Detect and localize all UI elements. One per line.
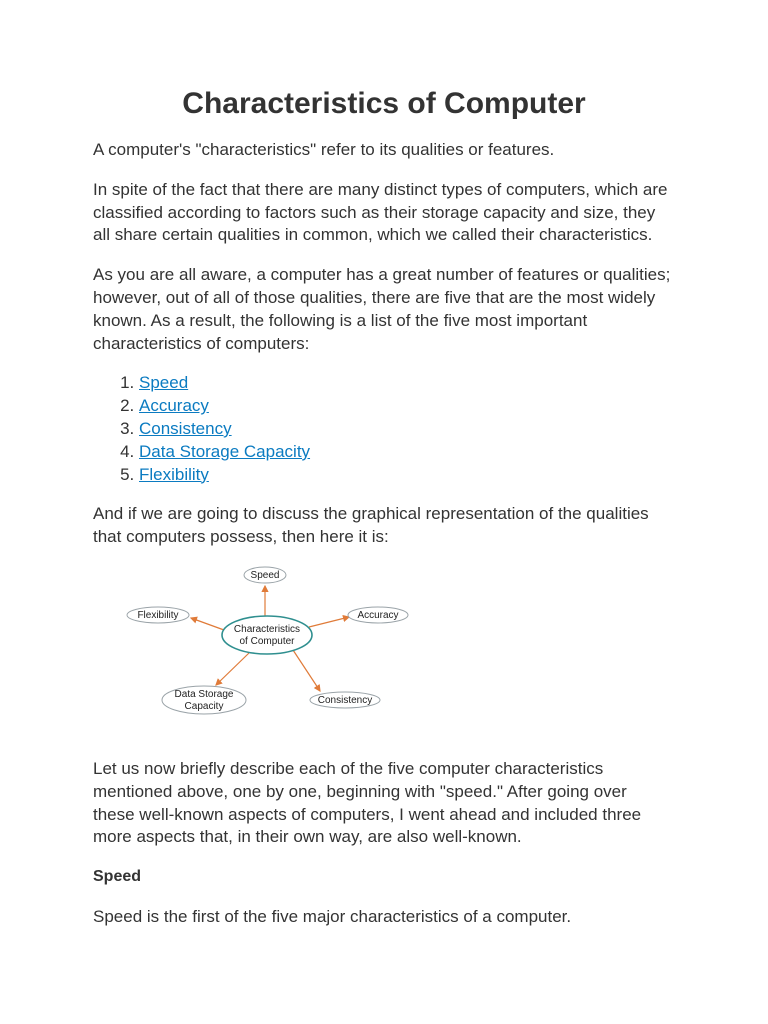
node-accuracy: [348, 607, 408, 623]
link-accuracy[interactable]: Accuracy: [139, 396, 209, 416]
center-label-line1: Characteristics: [233, 623, 301, 635]
node-storage: [162, 686, 246, 714]
center-node: [222, 616, 312, 654]
link-consistency[interactable]: Consistency: [139, 418, 232, 438]
intro-paragraph: A computer's "characteristics" refer to its qualities or features.: [93, 140, 555, 159]
list-item: [139, 464, 671, 487]
document-body: [93, 139, 671, 946]
node-speed-label: Speed: [250, 569, 280, 581]
link-speed[interactable]: Speed: [139, 373, 189, 393]
list-item: [139, 418, 671, 441]
characteristics-list: [93, 372, 671, 486]
node-consistency-label: Consistency: [317, 694, 373, 706]
node-consistency: [310, 692, 380, 708]
diagram-intro-paragraph: And if we are going to discuss the graphical representation of the qualities that computers possess, then here it is:: [93, 504, 649, 547]
center-label-line2: of Computer: [239, 635, 295, 647]
arrow-to-storage: [216, 653, 249, 685]
center-node-shape: [222, 616, 312, 654]
after-diagram-paragraph: Let us now briefly describe each of the five computer characteristics mentioned above, one by one, beginning with "speed." After going over these well-known aspects of computers, I went ahead and included three more aspects that, in their own way, are also well-known.: [93, 758, 642, 847]
arrow-to-consistency: [293, 650, 320, 691]
section-heading-speed: Speed: [93, 868, 142, 886]
types-paragraph: In spite of the fact that there are many distinct types of computers, which are classified according to factors such as their storage capacity and size, they all share certain qualities in common, which we called their characteristics.: [93, 179, 668, 245]
list-item: [139, 395, 671, 418]
node-accuracy-label: Accuracy: [357, 609, 399, 621]
page-title: Characteristics of Computer: [182, 87, 586, 120]
arrow-to-accuracy: [309, 617, 349, 627]
speed-paragraph: Speed is the first of the five major characteristics of a computer.: [93, 906, 572, 926]
link-flexibility[interactable]: Flexibility: [139, 464, 209, 484]
node-storage-label-line1: Data Storage: [174, 688, 234, 700]
features-paragraph: As you are all aware, a computer has a great number of features or qualities; however, out of all of those qualities, there are five that are the most widely known. As a result, the following is a list of the five most important characteristics of computers:: [93, 265, 671, 353]
link-data-storage-capacity[interactable]: Data Storage Capacity: [139, 441, 311, 461]
list-item: [139, 372, 671, 395]
characteristics-diagram: [93, 566, 671, 740]
diagram-svg: [121, 566, 421, 726]
node-flexibility: [127, 607, 189, 623]
node-speed: [244, 567, 286, 583]
arrow-to-flexibility: [191, 618, 224, 630]
node-flexibility-label: Flexibility: [137, 609, 179, 621]
list-item: [139, 441, 671, 464]
node-storage-label-line2: Capacity: [184, 700, 224, 712]
